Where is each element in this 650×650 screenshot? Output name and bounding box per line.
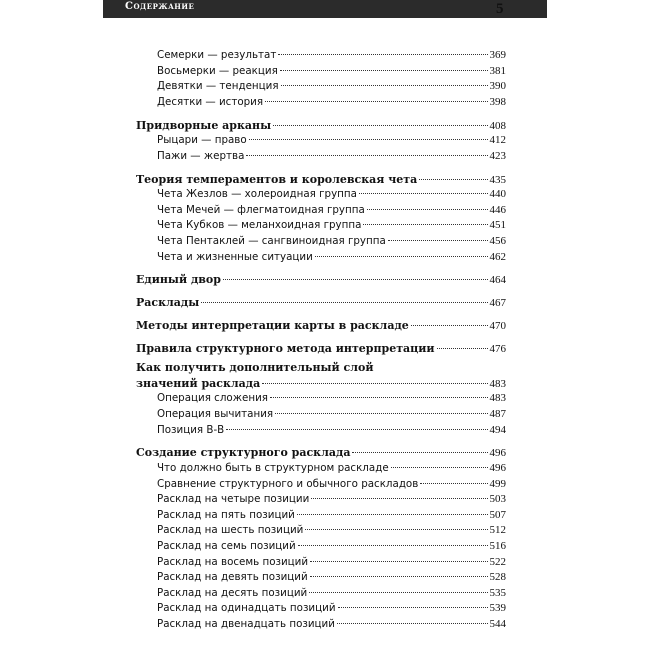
leader-dots: [275, 413, 487, 414]
toc-entry-page: 456: [489, 234, 506, 247]
toc-entry-page: 483: [489, 392, 506, 405]
toc-section-title-line2: значений расклада: [136, 376, 261, 390]
toc-entry: [136, 477, 506, 493]
toc-section-page: 496: [489, 447, 506, 460]
toc-entry-page: 522: [489, 555, 506, 568]
toc-section: [136, 341, 506, 357]
leader-dots: [281, 85, 488, 86]
toc-entry-title: Чета Жезлов — холероидная группа: [157, 188, 357, 201]
toc-entry: [136, 203, 506, 219]
leader-dots: [246, 155, 487, 156]
leader-dots: [297, 514, 488, 515]
toc-entry-page: 499: [489, 477, 506, 490]
toc-section: [136, 318, 506, 334]
toc-entry-title: Десятки — история: [157, 95, 264, 108]
toc-section-page: 408: [489, 119, 506, 132]
toc-section-title: Методы интерпретации карты в раскладе: [136, 318, 409, 332]
toc-entry: [136, 218, 506, 234]
leader-dots: [262, 383, 487, 384]
toc-section: [136, 118, 506, 134]
toc-entry: [136, 187, 506, 203]
toc-entry: [136, 423, 506, 439]
toc-entry-title: Сравнение структурного и обычного раскладов: [157, 477, 419, 490]
leader-dots: [226, 429, 487, 430]
toc-section: [136, 445, 506, 461]
leader-dots: [273, 125, 487, 126]
toc-entry-page: 528: [489, 571, 506, 584]
toc-entry: [136, 149, 506, 165]
toc-entry-title: Рыцари — право: [157, 134, 247, 147]
toc-section-title: Создание структурного расклада: [136, 446, 351, 460]
toc-entry-title: Расклад на одинадцать позиций: [157, 602, 336, 615]
leader-dots: [298, 545, 488, 546]
toc-entry-title: Чета Пентаклей — сангвиноидная группа: [157, 234, 386, 247]
leader-dots: [388, 240, 488, 241]
toc-section-title: Единый двор: [136, 273, 221, 287]
leader-dots: [305, 529, 487, 530]
toc-entry-title: Девятки — тенденция: [157, 80, 279, 93]
leader-dots: [419, 179, 487, 180]
leader-dots: [363, 224, 487, 225]
toc-entry-title: Восьмерки — реакция: [157, 64, 278, 77]
leader-dots: [201, 302, 487, 303]
toc-section-page: 476: [489, 342, 506, 355]
toc-entry-page: 503: [489, 493, 506, 506]
toc-section: [136, 295, 506, 311]
toc-section-title-line1: Как получить дополнительный слой: [136, 361, 374, 375]
page-number: 5: [496, 1, 504, 17]
toc-entry-title: Пажи — жертва: [157, 149, 245, 162]
toc-entry-page: 398: [489, 95, 506, 108]
toc-section: [136, 172, 506, 188]
leader-dots: [270, 397, 488, 398]
toc-entry-page: 381: [489, 64, 506, 77]
toc-entry: [136, 570, 506, 586]
toc-entry-page: 440: [489, 188, 506, 201]
toc-entry: [136, 586, 506, 602]
toc-entry-page: 412: [489, 134, 506, 147]
toc-entry-title: Семерки — результат: [157, 49, 277, 61]
toc-entry-title: Расклад на восемь позиций: [157, 555, 309, 568]
leader-dots: [391, 467, 488, 468]
leader-dots: [315, 256, 488, 257]
toc-entry: [136, 539, 506, 555]
leader-dots: [359, 193, 488, 194]
toc-entry-title: Позиция В-В: [157, 423, 225, 436]
leader-dots: [311, 498, 487, 499]
toc-entry-title: Чета Мечей — флегматоидная группа: [157, 203, 365, 216]
leader-dots: [352, 452, 487, 453]
toc-entry-page: 516: [489, 539, 506, 552]
toc-entry: [136, 64, 506, 80]
running-header: [103, 0, 547, 18]
toc-entry: [136, 492, 506, 508]
toc-entry-title: Расклад на десять позиций: [157, 586, 308, 599]
leader-dots: [437, 348, 488, 349]
toc-entry: [136, 461, 506, 477]
toc-entry-title: Чета и жизненные ситуации: [157, 250, 313, 263]
leader-dots: [367, 209, 488, 210]
leader-dots: [278, 54, 487, 55]
toc-entry: [136, 555, 506, 571]
toc-entry-page: 496: [489, 461, 506, 474]
leader-dots: [249, 139, 488, 140]
toc-entry-page: 462: [489, 250, 506, 263]
toc-entry: [136, 523, 506, 539]
toc-section-page: 435: [489, 173, 506, 186]
toc-section-multiline: [136, 360, 506, 391]
toc-entry: [136, 95, 506, 111]
toc-entry: [136, 508, 506, 524]
toc-entry-page: 539: [489, 602, 506, 615]
toc-entry-page: 487: [489, 408, 506, 420]
toc-section: [136, 272, 506, 288]
leader-dots: [310, 561, 487, 562]
toc-entry: [136, 133, 506, 149]
toc-entry-page: 512: [489, 524, 506, 537]
toc-entry-page: 390: [489, 80, 506, 93]
leader-dots: [265, 101, 487, 102]
leader-dots: [337, 623, 488, 624]
toc-entry: [136, 234, 506, 250]
toc-section-page: 464: [489, 274, 506, 287]
toc-entry-page: 535: [489, 586, 506, 599]
toc-entry-title: Расклад на семь позиций: [157, 539, 296, 552]
leader-dots: [420, 483, 487, 484]
leader-dots: [309, 592, 487, 593]
toc-entry: [136, 48, 506, 64]
toc-entry: [136, 250, 506, 266]
toc-entry-title: Чета Кубков — меланхоидная группа: [157, 219, 362, 232]
toc-entry: [136, 617, 506, 633]
leader-dots: [223, 279, 488, 280]
toc-section: [136, 376, 506, 392]
header-title: Содержание: [125, 1, 195, 12]
leader-dots: [280, 70, 488, 71]
toc-section-title: Теория темпераментов и королевская чета: [136, 172, 418, 186]
toc-entry-page: 544: [489, 617, 506, 630]
leader-dots: [310, 576, 488, 577]
toc-entry: [136, 601, 506, 617]
toc-section-page: 467: [489, 297, 506, 310]
toc-entry-page: 507: [489, 508, 506, 521]
toc-section-title: Придворные арканы: [136, 118, 272, 132]
toc-entry-page: 451: [489, 219, 506, 232]
leader-dots: [411, 325, 488, 326]
toc-entry-page: 446: [489, 203, 506, 216]
toc-entry-page: 423: [489, 149, 506, 162]
table-of-contents: [136, 48, 506, 633]
toc-entry-title: Что должно быть в структурном раскладе: [157, 461, 389, 474]
toc-entry: [136, 407, 506, 423]
leader-dots: [338, 607, 488, 608]
toc-entry-title: Расклад на шесть позиций: [157, 524, 304, 537]
toc-entry-title: Расклад на двенадцать позиций: [157, 617, 335, 630]
toc-entry-title: Расклад на четыре позиции: [157, 493, 310, 506]
toc-entry: [136, 79, 506, 95]
toc-entry-title: Операция вычитания: [157, 408, 274, 420]
toc-entry-page: 494: [489, 423, 506, 436]
toc-entry-title: Операция сложения: [157, 392, 268, 405]
toc-section-title: Расклады: [136, 296, 200, 310]
toc-section-page: 483: [489, 377, 506, 390]
toc-entry: [136, 391, 506, 407]
toc-entry-title: Расклад на пять позиций: [157, 508, 295, 521]
toc-entry-title: Расклад на девять позиций: [157, 571, 308, 584]
toc-section-title: Правила структурного метода интерпретации: [136, 341, 435, 355]
toc-entry-page: 369: [489, 49, 506, 61]
toc-section-page: 470: [489, 319, 506, 332]
